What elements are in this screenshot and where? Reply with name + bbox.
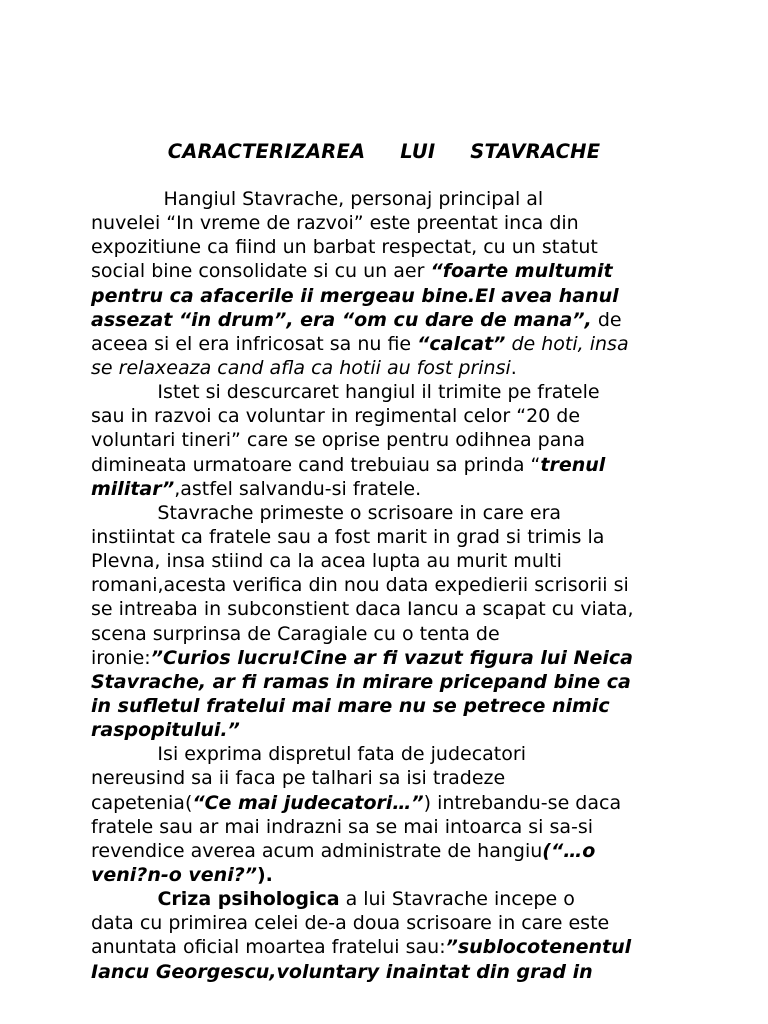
text-run: de — [591, 308, 622, 331]
text-run: fratele sau ar mai indrazni sa se mai intoarca si sa-si — [91, 815, 594, 838]
text-line — [91, 670, 681, 694]
text-run: ”sublocotenentul — [445, 936, 632, 959]
text-line — [91, 428, 681, 452]
text-run: militar” — [91, 477, 175, 500]
text-line — [91, 863, 681, 887]
text-line — [91, 597, 681, 621]
text-run: Plevna, insa stiind ca la acea lupta au murit multi — [91, 550, 562, 573]
text-line — [91, 960, 681, 984]
text-line — [91, 573, 681, 597]
text-run: raspopitului.” — [91, 719, 240, 742]
text-run: voluntari tineri” care se oprise pentru odihnea pana — [91, 429, 586, 452]
text-line — [91, 259, 681, 283]
text-run: romani,acesta verifica din nou data expedierii scrisorii si — [91, 574, 629, 597]
text-line — [91, 187, 681, 211]
text-run: Isi exprima dispretul fata de judecatori — [91, 743, 526, 766]
text-line — [91, 742, 681, 766]
text-run: sau in razvoi ca voluntar in regimental celor “20 de — [91, 405, 581, 428]
text-run: data cu primirea celei de-a doua scrisoare in care este — [91, 912, 610, 935]
text-run: “Ce mai judecatori…” — [192, 791, 424, 814]
text-line — [91, 453, 681, 477]
text-run: trenul — [540, 453, 606, 476]
text-line — [91, 356, 681, 380]
text-run: nuvelei “In vreme de razvoi” este preentat inca din — [91, 212, 579, 235]
text-line — [91, 211, 681, 235]
text-line — [91, 477, 681, 501]
text-run: social bine consolidate si cu un aer — [91, 260, 431, 283]
text-run: ”Curios lucru!Cine ar fi vazut figura lui Neica — [150, 646, 633, 669]
text-run: revendice averea acum administrate de hangiu — [91, 839, 543, 862]
text-line — [91, 911, 681, 935]
text-run: se relaxeaza cand afla ca hotii au fost prinsi — [91, 356, 511, 379]
text-line — [91, 935, 681, 959]
text-run: de hoti, insa — [505, 332, 629, 355]
text-run: assezat “in drum”, era “om cu dare de mana”, — [91, 308, 592, 331]
text-line — [91, 404, 681, 428]
text-run: “calcat” — [417, 332, 506, 355]
text-run: Istet si descurcaret hangiul il trimite pe fratele — [91, 381, 600, 404]
text-line — [91, 501, 681, 525]
text-line — [91, 332, 681, 356]
text-run: dimineata urmatoare cand trebuiau sa prinda “ — [91, 453, 541, 476]
text-line — [91, 380, 681, 404]
text-line — [91, 718, 681, 742]
text-line — [91, 766, 681, 790]
text-line — [91, 235, 681, 259]
text-line — [91, 694, 681, 718]
text-run: ) intrebandu-se daca — [423, 791, 622, 814]
text-run: Iancu Georgescu,voluntary inaintat din grad in — [91, 960, 593, 983]
text-line — [91, 622, 681, 646]
text-run: capetenia( — [91, 791, 193, 814]
text-line — [91, 887, 681, 911]
text-run: a lui Stavrache incepe o — [339, 888, 575, 911]
text-run: expozitiune ca fiind un barbat respectat, cu un statut — [91, 236, 598, 259]
text-run: in sufletul fratelui mai mare nu se petrece nimic — [91, 694, 610, 717]
text-line — [91, 791, 681, 815]
text-run: scena surprinsa de Caragiale cu o tenta de — [91, 622, 500, 645]
text-run: pentru ca afacerile ii mergeau bine.El avea hanul — [91, 284, 619, 307]
text-run: instiintat ca fratele sau a fost marit in grad si trimis la — [91, 525, 605, 548]
text-run: Criza psihologica — [157, 888, 340, 911]
document-body — [91, 187, 681, 984]
text-line — [91, 549, 681, 573]
text-run: veni?n-o veni?” — [91, 863, 257, 886]
text-run: ,astfel salvandu-si fratele. — [174, 477, 422, 500]
text-run — [91, 888, 157, 910]
text-line — [91, 646, 681, 670]
text-line — [91, 815, 681, 839]
text-run: aceea si el era infricosat sa nu fie — [91, 332, 418, 355]
text-run: (“…o — [542, 839, 596, 862]
text-run: se intreaba in subconstient daca Iancu a scapat cu viata, — [91, 598, 634, 621]
text-line — [91, 525, 681, 549]
text-run: . — [510, 356, 517, 379]
text-line — [91, 839, 681, 863]
document-title: CARACTERIZAREA LUI STAVRACHE — [167, 140, 601, 163]
text-line — [91, 284, 681, 308]
text-run: “foarte multumit — [430, 260, 613, 283]
text-run: ). — [256, 863, 273, 886]
text-run: nereusind sa ii faca pe talhari sa isi tradeze — [91, 767, 506, 790]
text-run: Hangiul Stavrache, personaj principal al — [91, 188, 544, 210]
text-run: ironie: — [91, 646, 151, 669]
text-run: anuntata oficial moartea fratelui sau: — [91, 936, 446, 959]
text-run: Stavrache, ar fi ramas in mirare pricepand bine ca — [91, 670, 631, 693]
text-run: Stavrache primeste o scrisoare in care era — [91, 501, 562, 524]
text-line — [91, 308, 681, 332]
